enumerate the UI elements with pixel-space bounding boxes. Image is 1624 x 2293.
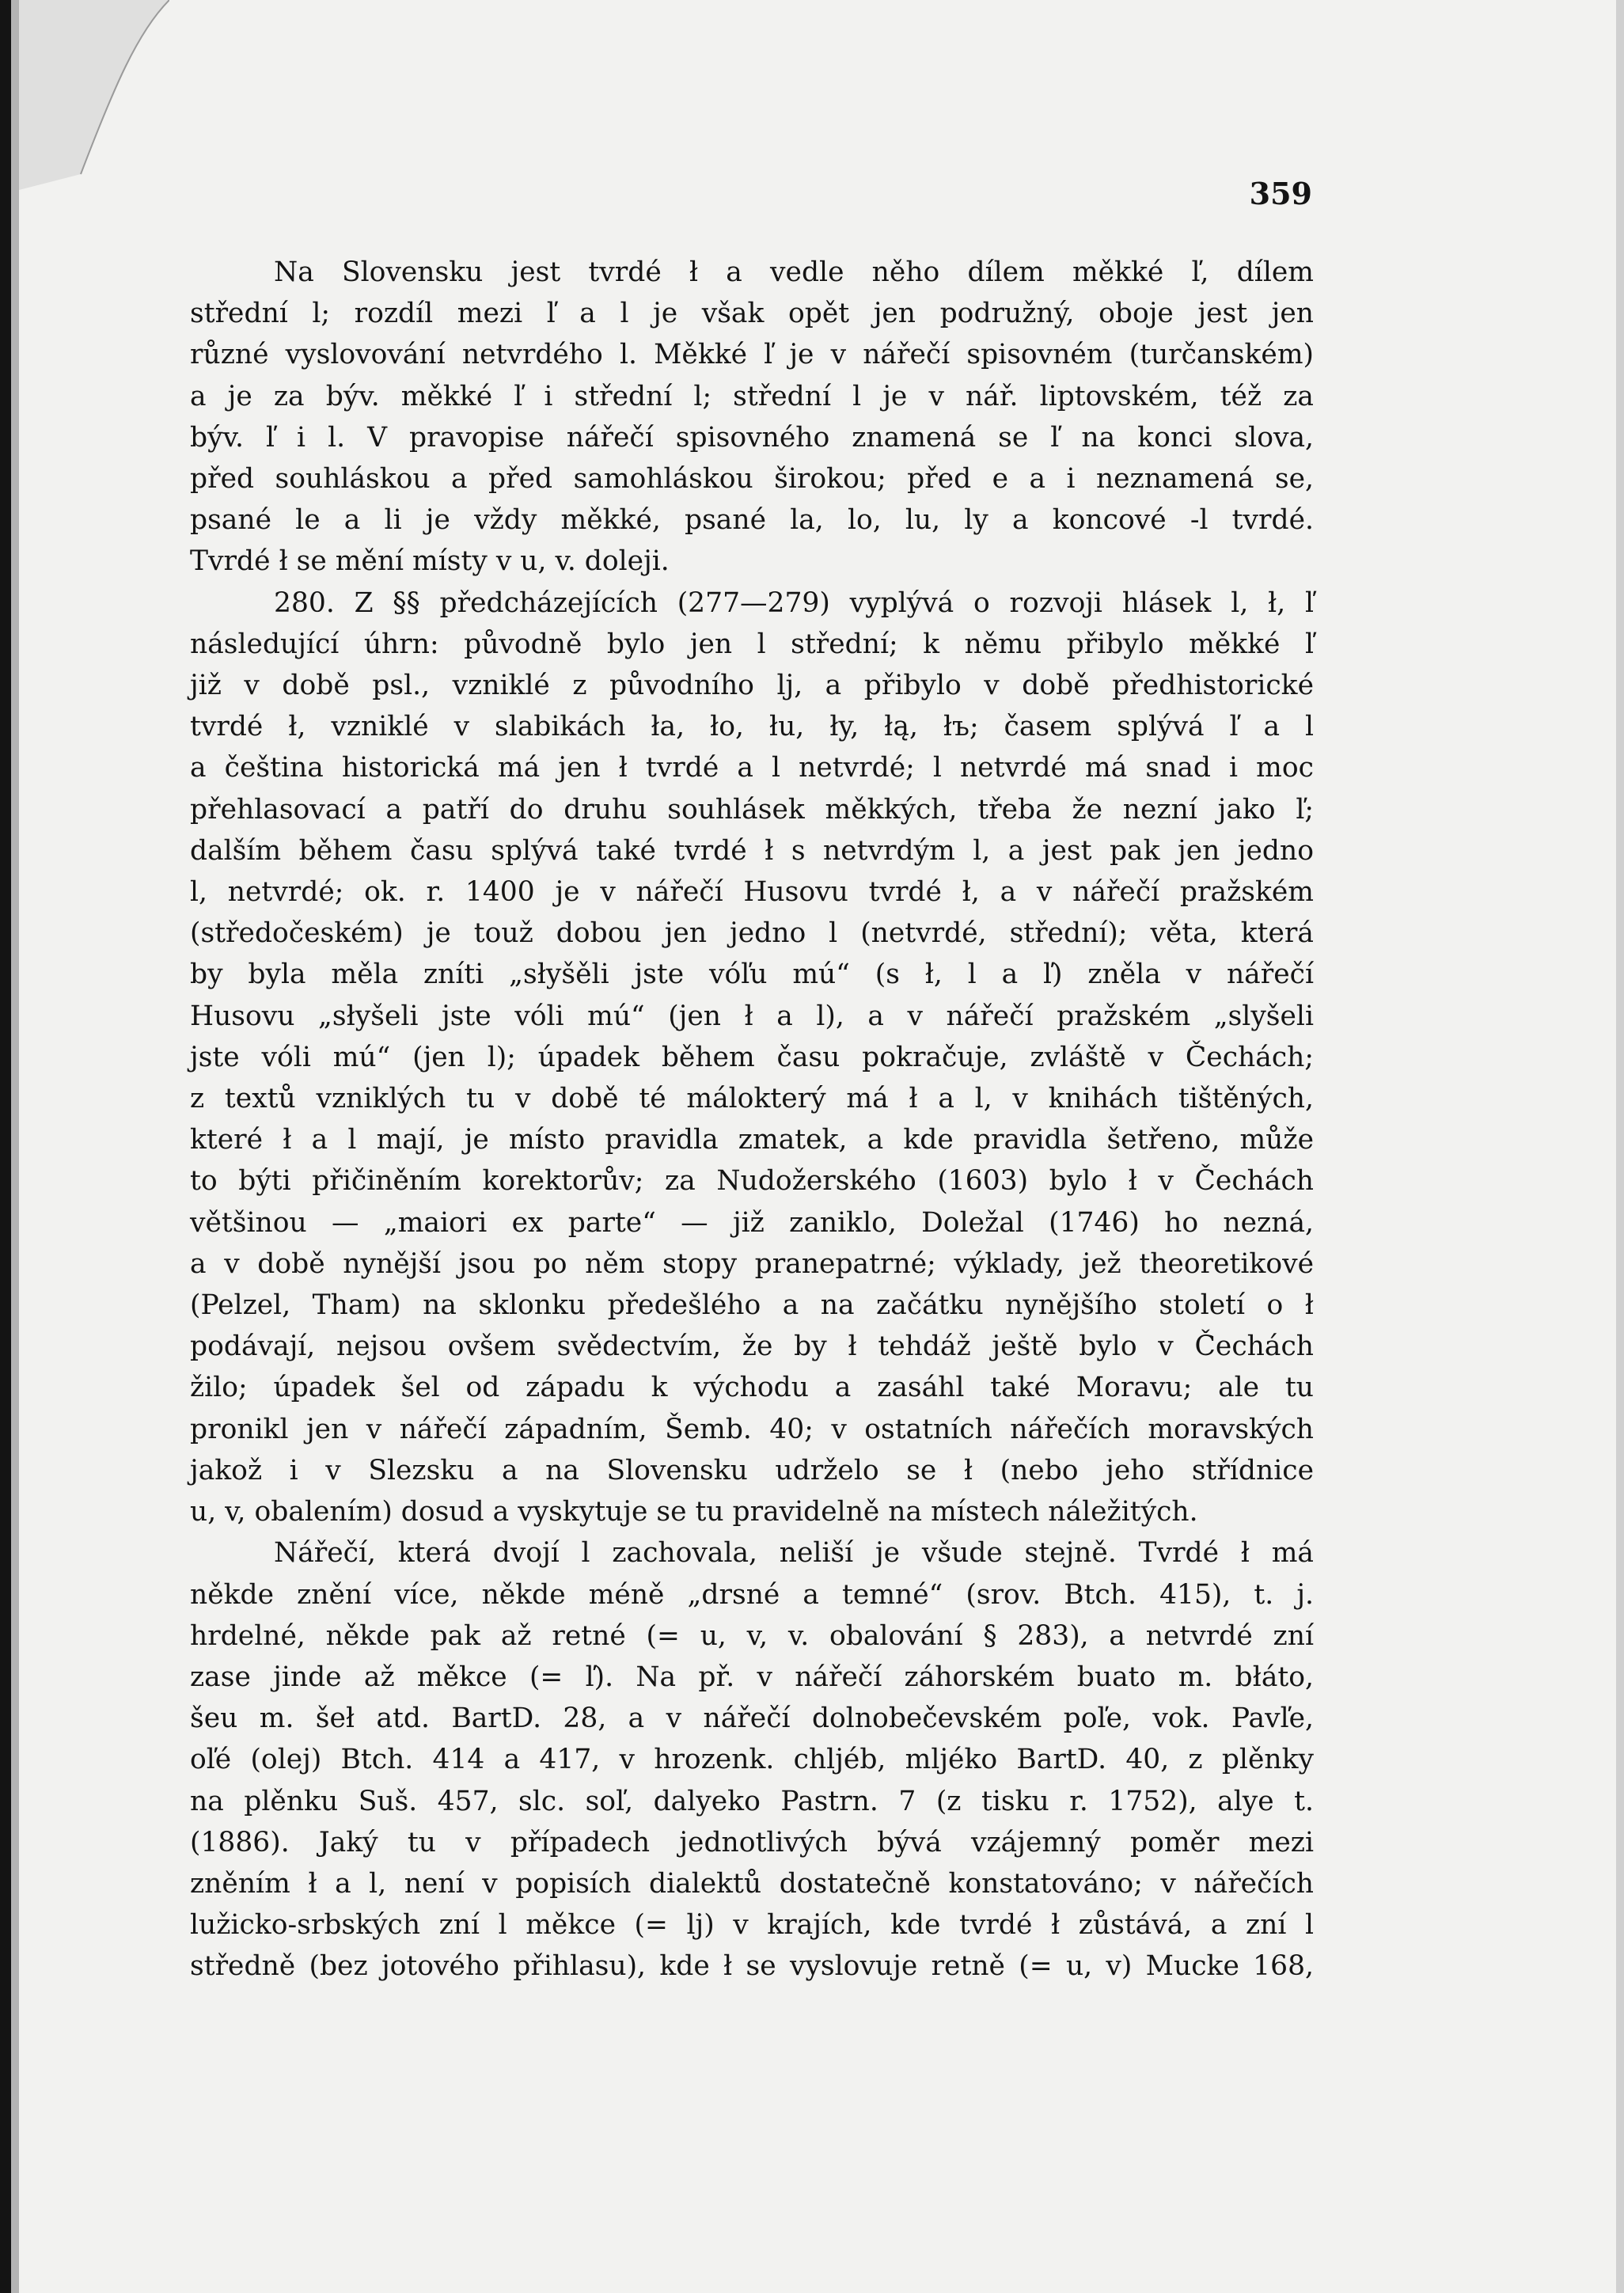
body-text	[190, 252, 1314, 1987]
page-right-edge	[1616, 0, 1624, 2293]
text-line: Na Slovensku jest tvrdé ł a vedle něho dílem měkké ľ, dílem	[274, 256, 1314, 288]
paragraph-2	[190, 583, 1314, 1533]
text-line: různé vyslovování netvrdého l. Měkké ľ je v nářečí spisovném (turčanském)	[190, 339, 1314, 371]
text-line: dalším během času splývá také tvrdé ł s netvrdým l, a jest pak jen jedno	[190, 834, 1314, 867]
paragraph-1	[190, 252, 1314, 583]
book-gutter-shadow	[0, 0, 11, 2293]
text-line: následující úhrn: původně bylo jen l střední; k němu přibylo měkké ľ	[190, 628, 1314, 660]
text-line: a čeština historická má jen ł tvrdé a l netvrdé; l netvrdé má snad i moc	[190, 752, 1314, 784]
text-line: podávají, nejsou ovšem svědectvím, že by ł tehdáž ještě bylo v Čechách	[190, 1331, 1314, 1363]
text-line: to býti přičiněním korektorův; za Nudožerského (1603) bylo ł v Čechách	[190, 1165, 1314, 1198]
text-line: z textů vzniklých tu v době té málokterý má ł a l, v knihách tištěných,	[190, 1083, 1314, 1115]
page-corner-curl	[19, 0, 169, 190]
text-line: býv. ľ i l. V pravopise nářečí spisovného znamená se ľ na konci slova,	[190, 421, 1314, 454]
text-line: u, v, obalením) dosud a vyskytuje se tu pravidelně na místech náležitých.	[190, 1496, 1198, 1528]
text-line: zněním ł a l, není v popisích dialektů dostatečně konstatováno; v nářečích	[190, 1867, 1314, 1900]
text-line: zase jinde až měkce (= ľ). Na př. v nářečí záhorském buato m. błáto,	[190, 1661, 1314, 1693]
text-line: které ł a l mají, je místo pravidla zmatek, a kde pravidla šetřeno, může	[190, 1124, 1314, 1156]
text-line: (středočeském) je touž dobou jen jedno l (netvrdé, střední); věta, která	[190, 917, 1314, 950]
text-line: l, netvrdé; ok. r. 1400 je v nářečí Husovu tvrdé ł, a v nářečí pražském	[190, 876, 1314, 909]
text-line: šeu m. šeł atd. BartD. 28, a v nářečí dolnobečevském poľe, vok. Pavľe,	[190, 1703, 1314, 1735]
text-line: přehlasovací a patří do druhu souhlásek měkkých, třeba že nezní jako ľ;	[190, 793, 1314, 826]
text-line: Husovu „słyšeli jste vóli mú“ (jen ł a l), a v nářečí pražském „slyšeli	[190, 1000, 1314, 1032]
text-line: většinou — „maiori ex parte“ — již zaniklo, Doležal (1746) ho nezná,	[190, 1206, 1314, 1239]
text-line: někde znění více, někde méně „drsné a temné“ (srov. Btch. 415), t. j.	[190, 1578, 1314, 1611]
text-line: psané le a li je vždy měkké, psané la, lo, lu, ly a koncové -l tvrdé.	[190, 504, 1314, 537]
text-line: střední l; rozdíl mezi ľ a l je však opět jen podružný, oboje jest jen	[190, 298, 1314, 330]
text-line: již v době psl., vzniklé z původního lj, a přibylo v době předhistorické	[190, 670, 1314, 702]
text-line: lužicko-srbských zní l měkce (= lj) v krajích, kde tvrdé ł zůstává, a zní l	[190, 1909, 1314, 1942]
book-gutter-edge	[11, 0, 19, 2293]
text-line: jste vóli mú“ (jen l); úpadek během času pokračuje, zvláště v Čechách;	[190, 1041, 1314, 1073]
page-number: 359	[1249, 176, 1312, 211]
text-line: a je za býv. měkké ľ i střední l; střední l je v nář. liptovském, též za	[190, 380, 1314, 412]
text-line: středně (bez jotového přihlasu), kde ł se vyslovuje retně (= u, v) Mucke 168,	[190, 1950, 1314, 1983]
text-line: jakož i v Slezsku a na Slovensku udrželo se ł (nebo jeho střídnice	[190, 1454, 1314, 1486]
text-line: (1886). Jaký tu v případech jednotlivých bývá vzájemný poměr mezi	[190, 1826, 1314, 1858]
paragraph-3	[190, 1532, 1314, 1987]
text-line: před souhláskou a před samohláskou širokou; před e a i neznamená se,	[190, 463, 1314, 495]
text-line: žilo; úpadek šel od západu k východu a zasáhl také Moravu; ale tu	[190, 1372, 1314, 1404]
text-line: hrdelné, někde pak až retné (= u, v, v. obalování § 283), a netvrdé zní	[190, 1619, 1314, 1652]
text-line: Tvrdé ł se mění místy v u, v. doleji.	[190, 545, 670, 578]
text-line: tvrdé ł, vzniklé v slabikách ła, ło, łu, ły, łą, łъ; časem splývá ľ a l	[190, 711, 1314, 743]
text-line: na plěnku Suš. 457, slc. soľ, dalyeko Pastrn. 7 (z tisku r. 1752), alye t.	[190, 1785, 1314, 1817]
text-line: Nářečí, která dvojí l zachovala, neliší je všude stejně. Tvrdé ł má	[274, 1537, 1314, 1570]
text-line: (Pelzel, Tham) na sklonku předešlého a na začátku nynějšího století o ł	[190, 1289, 1314, 1322]
text-line: by byla měla zníti „słyšěli jste vóľu mú“ (s ł, l a ľ) zněla v nářečí	[190, 959, 1314, 991]
text-line: pronikl jen v nářečí západním, Šemb. 40; v ostatních nářečích moravských	[190, 1413, 1314, 1445]
text-line: oľé (olej) Btch. 414 a 417, v hrozenk. chljéb, mljéko BartD. 40, z plěnky	[190, 1744, 1314, 1776]
text-line: 280. Z §§ předcházejících (277—279) vyplývá o rozvoji hlásek l, ł, ľ	[274, 587, 1314, 619]
text-line: a v době nynější jsou po něm stopy pranepatrné; výklady, jež theoretikové	[190, 1247, 1314, 1280]
